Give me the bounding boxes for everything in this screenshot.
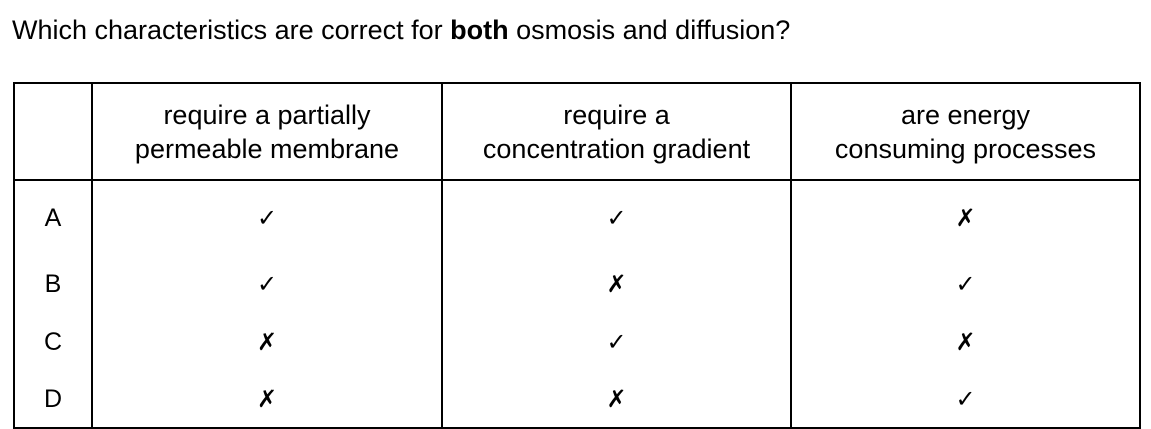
header-row bbox=[14, 83, 1140, 180]
mark-cell: ✗ bbox=[92, 371, 442, 428]
answer-table bbox=[13, 82, 1141, 429]
question-suffix: osmosis and diffusion? bbox=[508, 15, 791, 45]
option-label: B bbox=[14, 255, 92, 313]
option-row-b bbox=[14, 255, 1140, 313]
header-1-line-2: permeable membrane bbox=[134, 133, 400, 164]
option-label: D bbox=[14, 371, 92, 428]
question-text bbox=[12, 12, 790, 48]
question-emphasis: both bbox=[450, 15, 509, 45]
mark-cell: ✗ bbox=[791, 180, 1140, 255]
mark-cell: ✓ bbox=[92, 180, 442, 255]
mark-cell: ✓ bbox=[791, 371, 1140, 428]
question-prefix: Which characteristics are correct for bbox=[12, 15, 451, 45]
header-corner-cell bbox=[14, 83, 92, 180]
mark-cell: ✓ bbox=[92, 255, 442, 313]
option-label: A bbox=[14, 180, 92, 255]
header-2-line-1: require a bbox=[563, 99, 670, 130]
mark-cell: ✓ bbox=[442, 313, 791, 371]
header-energy-consuming bbox=[791, 83, 1140, 180]
mark-cell: ✗ bbox=[791, 313, 1140, 371]
option-row-d bbox=[14, 371, 1140, 428]
header-2-line-2: concentration gradient bbox=[482, 133, 751, 164]
header-partially-permeable-membrane bbox=[92, 83, 442, 180]
header-1-line-1: require a partially bbox=[163, 99, 371, 130]
option-row-c bbox=[14, 313, 1140, 371]
option-label: C bbox=[14, 313, 92, 371]
header-3-line-2: consuming processes bbox=[834, 133, 1097, 164]
mark-cell: ✗ bbox=[92, 313, 442, 371]
option-row-a bbox=[14, 180, 1140, 255]
header-3-line-1: are energy bbox=[900, 99, 1031, 130]
mark-cell: ✓ bbox=[442, 180, 791, 255]
mark-cell: ✗ bbox=[442, 371, 791, 428]
header-concentration-gradient bbox=[442, 83, 791, 180]
mark-cell: ✓ bbox=[791, 255, 1140, 313]
mark-cell: ✗ bbox=[442, 255, 791, 313]
